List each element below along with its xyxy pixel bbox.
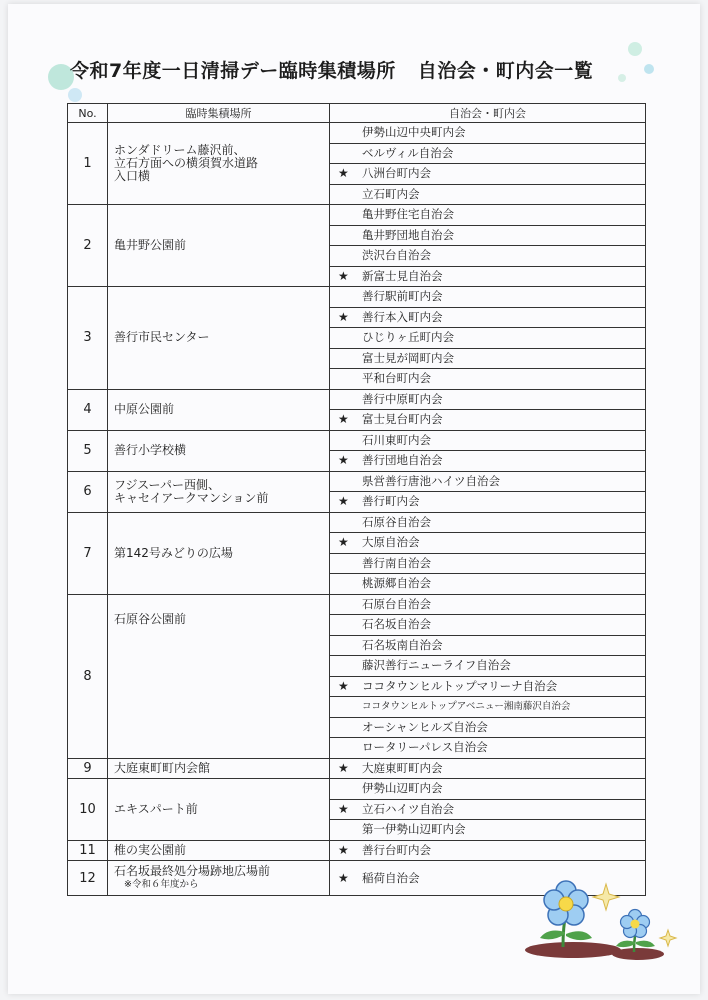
collection-place <box>108 471 330 512</box>
table-row <box>68 779 646 800</box>
association-cell <box>330 820 646 841</box>
place-line: 亀井野公園前 <box>114 238 187 252</box>
row-number: 5 <box>68 430 108 471</box>
association-name: 石名坂南自治会 <box>362 637 443 652</box>
association-name: 富士見が岡町内会 <box>362 350 454 365</box>
table-row <box>68 840 646 861</box>
association-name: 善行駅前町内会 <box>362 289 443 304</box>
row-number: 9 <box>68 758 108 779</box>
header-no: No. <box>68 104 108 123</box>
star-icon: ★ <box>338 870 349 885</box>
association-cell <box>330 799 646 820</box>
association-cell <box>330 553 646 574</box>
association-cell <box>330 717 646 738</box>
association-cell <box>330 574 646 595</box>
association-cell <box>330 533 646 554</box>
association-name: 第一伊勢山辺町内会 <box>362 822 466 837</box>
table-row <box>68 205 646 226</box>
star-icon: ★ <box>338 166 349 181</box>
collection-place <box>108 594 330 758</box>
association-name: 石原台自治会 <box>362 596 431 611</box>
collection-place <box>108 840 330 861</box>
association-name: 立石ハイツ自治会 <box>362 801 454 816</box>
place-line: 立石方面への横須賀水道路 <box>114 156 259 170</box>
collection-place <box>108 512 330 594</box>
star-icon: ★ <box>338 268 349 283</box>
association-cell <box>330 143 646 164</box>
association-cell <box>330 164 646 185</box>
place-line: 大庭東町町内会館 <box>114 760 211 775</box>
header-place: 臨時集積場所 <box>108 104 330 123</box>
star-icon: ★ <box>338 801 349 816</box>
association-cell <box>330 184 646 205</box>
place-line: 善行市民センター <box>114 330 210 345</box>
row-number: 6 <box>68 471 108 512</box>
star-icon: ★ <box>338 760 349 775</box>
table-row <box>68 758 646 779</box>
decor-dot <box>68 88 82 102</box>
association-name: 伊勢山辺町内会 <box>362 781 443 796</box>
association-cell <box>330 410 646 431</box>
association-name: 県営善行唐池ハイツ自治会 <box>362 473 500 488</box>
collection-place <box>108 861 330 896</box>
page-title <box>70 56 670 83</box>
table-header-row <box>68 104 646 123</box>
table-row <box>68 123 646 144</box>
collection-site-table <box>67 103 646 896</box>
title-main: 令和7年度一日清掃デー臨時集積場所 <box>70 60 396 82</box>
place-line: キャセイアークマンション前 <box>114 490 269 505</box>
place-line: ホンダドリーム藤沢前、 <box>114 143 246 157</box>
association-name: オーシャンヒルズ自治会 <box>362 719 488 734</box>
collection-place <box>108 758 330 779</box>
association-cell <box>330 635 646 656</box>
association-name: 大原自治会 <box>362 535 420 550</box>
table-row <box>68 389 646 410</box>
place-line: 中原公園前 <box>114 402 175 416</box>
association-cell <box>330 779 646 800</box>
association-cell <box>330 307 646 328</box>
association-cell <box>330 369 646 390</box>
table-row <box>68 594 646 615</box>
association-name: 石原谷自治会 <box>362 514 431 529</box>
association-cell <box>330 512 646 533</box>
association-name: ロータリーパレス自治会 <box>362 740 488 755</box>
table-row <box>68 512 646 533</box>
association-name: 稲荷自治会 <box>362 870 420 885</box>
association-cell <box>330 123 646 144</box>
flower-decoration <box>518 872 688 967</box>
place-line: 入口横 <box>114 169 151 183</box>
association-cell <box>330 738 646 759</box>
row-number: 1 <box>68 123 108 205</box>
association-name: 平和台町内会 <box>362 371 431 386</box>
row-number: 10 <box>68 779 108 841</box>
row-number: 7 <box>68 512 108 594</box>
association-name: 立石町内会 <box>362 186 420 201</box>
row-number: 12 <box>68 861 108 896</box>
table-row <box>68 430 646 451</box>
association-name: 石川東町内会 <box>362 432 431 447</box>
association-name: 渋沢台自治会 <box>362 248 431 263</box>
association-cell <box>330 266 646 287</box>
row-number: 3 <box>68 287 108 390</box>
association-cell <box>330 471 646 492</box>
association-cell <box>330 615 646 636</box>
association-name: 石名坂自治会 <box>362 617 431 632</box>
decor-dot <box>628 42 642 56</box>
association-cell <box>330 287 646 308</box>
place-line: 石名坂最終処分場跡地広場前 <box>114 864 271 878</box>
association-cell <box>330 205 646 226</box>
place-note: ※令和６年度から <box>124 879 199 890</box>
association-name: 新富士見自治会 <box>362 268 443 283</box>
association-name: 善行団地自治会 <box>362 453 443 468</box>
association-cell <box>330 492 646 513</box>
place-line: エキスパート前 <box>114 801 198 816</box>
association-name: 善行南自治会 <box>362 555 431 570</box>
association-cell <box>330 656 646 677</box>
collection-place <box>108 287 330 390</box>
title-sub: 自治会・町内会一覧 <box>417 60 594 82</box>
star-icon: ★ <box>338 309 349 324</box>
collection-place <box>108 205 330 287</box>
star-icon: ★ <box>338 535 349 550</box>
association-cell <box>330 697 646 718</box>
row-number: 11 <box>68 840 108 861</box>
place-line: フジスーパー西側、 <box>114 477 220 492</box>
row-number: 2 <box>68 205 108 287</box>
association-name: 桃源郷自治会 <box>362 576 431 591</box>
association-cell <box>330 225 646 246</box>
place-line: 椎の実公園前 <box>114 842 187 857</box>
collection-place <box>108 779 330 841</box>
star-icon: ★ <box>338 453 349 468</box>
association-name: 善行町内会 <box>362 494 420 509</box>
association-cell <box>330 594 646 615</box>
row-number: 4 <box>68 389 108 430</box>
place-line: 石原谷公園前 <box>114 611 187 626</box>
association-cell <box>330 246 646 267</box>
association-cell <box>330 840 646 861</box>
collection-place <box>108 430 330 471</box>
association-name: ココタウンヒルトップアベニュー湘南藤沢自治会 <box>362 701 571 713</box>
table-body <box>68 123 646 896</box>
association-name: 亀井野団地自治会 <box>362 227 454 242</box>
association-name: 善行中原町内会 <box>362 391 443 406</box>
association-cell <box>330 430 646 451</box>
association-name: 八洲台町内会 <box>362 166 431 181</box>
association-name: ココタウンヒルトップマリーナ自治会 <box>362 678 558 693</box>
association-name: 伊勢山辺中央町内会 <box>362 125 466 140</box>
star-icon: ★ <box>338 494 349 509</box>
association-cell <box>330 348 646 369</box>
star-icon: ★ <box>338 412 349 427</box>
association-name: 大庭東町町内会 <box>362 760 443 775</box>
association-name: 藤沢善行ニューライフ自治会 <box>362 658 511 673</box>
place-line: 善行小学校横 <box>114 443 187 457</box>
association-name: 亀井野住宅自治会 <box>362 207 454 222</box>
association-cell <box>330 328 646 349</box>
place-line: 第142号みどりの広場 <box>114 545 233 560</box>
star-icon: ★ <box>338 678 349 693</box>
association-name: 富士見台町内会 <box>362 412 443 427</box>
association-name: ひじりヶ丘町内会 <box>362 330 454 345</box>
association-name: ベルヴィル自治会 <box>362 145 454 160</box>
header-assoc: 自治会・町内会 <box>330 104 646 123</box>
collection-place <box>108 123 330 205</box>
table-row <box>68 471 646 492</box>
association-cell <box>330 389 646 410</box>
row-number: 8 <box>68 594 108 758</box>
association-cell <box>330 451 646 472</box>
star-icon: ★ <box>338 842 349 857</box>
table-row <box>68 287 646 308</box>
association-cell <box>330 758 646 779</box>
association-name: 善行本入町内会 <box>362 309 443 324</box>
collection-place <box>108 389 330 430</box>
association-name: 善行台町内会 <box>362 842 431 857</box>
association-cell <box>330 676 646 697</box>
